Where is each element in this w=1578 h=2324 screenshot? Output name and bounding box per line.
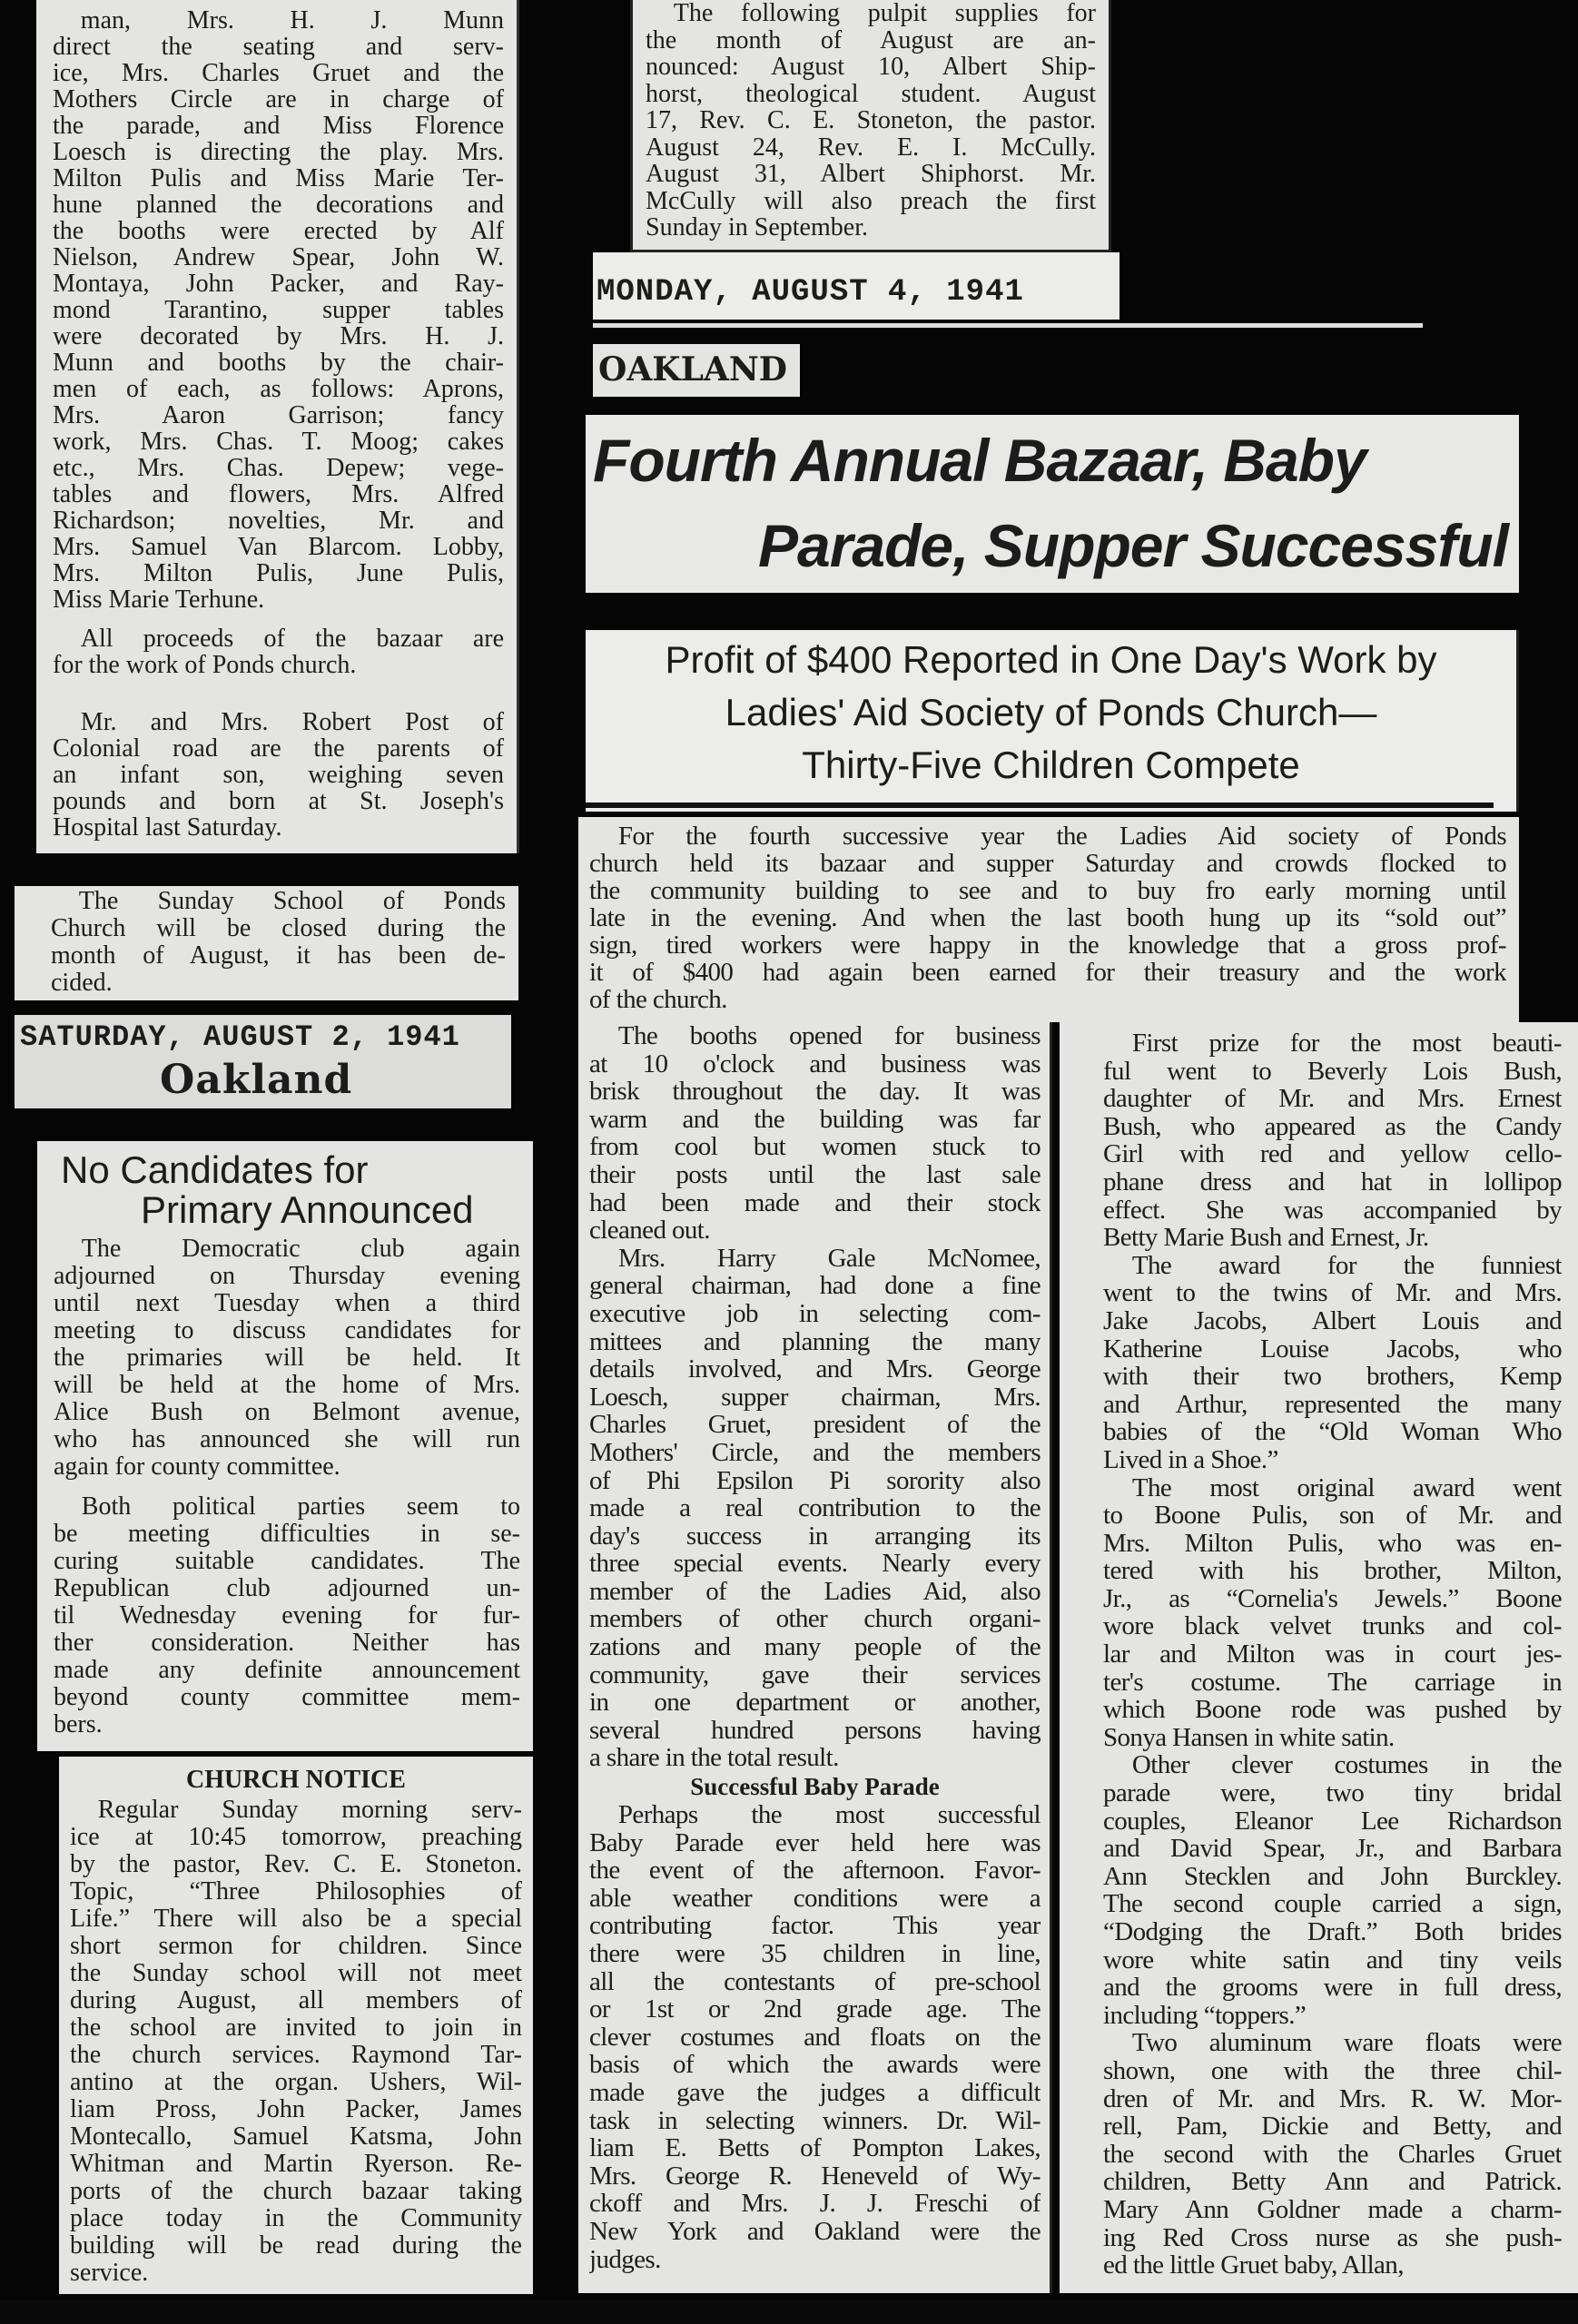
text-line: work, Mrs. Chas. T. Moog; cakes (53, 428, 504, 455)
text-line: to Boone Pulis, son of Mr. and (1103, 1502, 1562, 1530)
text-line: Nielson, Andrew Spear, John W. (53, 244, 504, 271)
text-line: warm and the building was far (589, 1105, 1040, 1134)
text-line: Loesch is directing the play. Mrs. (53, 139, 504, 165)
text-line: Mary Ann Goldner made a charm- (1103, 2195, 1562, 2224)
text-line: several hundred persons having (589, 1716, 1040, 1745)
text-line: from cool but women stuck to (589, 1133, 1040, 1161)
text-line: Munn and booths by the chair- (53, 350, 504, 376)
paragraph (53, 709, 504, 841)
text-line: an infant son, weighing seven (53, 762, 504, 788)
text-line: bers. (54, 1711, 103, 1738)
dateline-date: SATURDAY, AUGUST 2, 1941 (20, 1020, 460, 1054)
text-line: Whitman and Martin Ryerson. Re- (70, 2151, 522, 2178)
text-line: and the grooms were in full dress, (1103, 1974, 1562, 2002)
text-line: mittees and planning the many (589, 1327, 1040, 1356)
headline (54, 1150, 520, 1230)
text-line: judges. (589, 2245, 661, 2274)
bottom-edge (0, 2300, 1578, 2324)
text-line: man, Mrs. H. J. Munn (80, 7, 504, 34)
intro-text (589, 822, 1506, 1013)
text-line: including “toppers.” (1103, 2001, 1307, 2030)
text-line: Jake Jacobs, Albert Louis and (1103, 1306, 1562, 1335)
text-line: Mothers' Circle, and the members (589, 1438, 1040, 1467)
text-line: the school are invited to join in (70, 2014, 522, 2042)
text-line: liam E. Betts of Pompton Lakes, (589, 2134, 1040, 2162)
text-line: Two aluminum ware floats were (1131, 2029, 1562, 2057)
text-line: babies of the “Old Woman Who (1103, 1418, 1562, 1446)
headline-line: Fourth Annual Bazaar, Baby (593, 427, 1366, 494)
text-line: Hospital last Saturday. (53, 814, 282, 841)
text-line: shown, one with the three chil- (1103, 2056, 1562, 2085)
text-line: hune planned the decorations and (53, 192, 504, 218)
bazaar-column-2 (1060, 1022, 1578, 2293)
text-line: the second with the Charles Gruet (1103, 2140, 1562, 2169)
oakland-section (593, 344, 800, 397)
text-line: church held its bazaar and supper Saturday and crowds flocked to (589, 850, 1506, 877)
text-line: all the contestants of pre-school (589, 1967, 1040, 1996)
text-line: Lived in a Shoe.” (1103, 1445, 1278, 1474)
text-line: the church services. Raymond Tar- (70, 2042, 522, 2069)
text-line: had been made and their stock (589, 1188, 1040, 1217)
text-line: Mrs. George R. Heneveld of Wy- (589, 2162, 1040, 2191)
text-line: effect. She was accompanied by (1103, 1196, 1562, 1225)
text-line: All proceeds of the bazaar are (80, 625, 504, 652)
text-line: the primaries will be held. It (54, 1344, 520, 1372)
text-line: made a real contribution to the (589, 1494, 1040, 1522)
text-line: in one department or another, (589, 1689, 1040, 1717)
text-line: Sunday in September. (646, 214, 868, 241)
bazaar-headline (586, 415, 1519, 593)
text-line: Baby Parade ever held here was (589, 1828, 1040, 1857)
text-line: ed the little Gruet baby, Allan, (1103, 2251, 1404, 2280)
text-line: horst, theological student. August (646, 80, 1096, 107)
text-line: it of $400 had again been earned for their treasury and the work (589, 959, 1506, 986)
text-line: Colonial road are the parents of (53, 735, 504, 762)
text-line: Mothers Circle are in charge of (53, 86, 504, 113)
text-line: basis of which the awards were (589, 2051, 1040, 2079)
section-name: OAKLAND (598, 350, 787, 389)
text-line: made gave the judges a difficult (589, 2078, 1040, 2107)
text-line: Charles Gruet, president of the (589, 1411, 1040, 1439)
text-line: sign, tired workers were happy in the knowledge that a gross prof- (589, 931, 1506, 959)
text-line: during August, all members of (70, 1987, 522, 2014)
text-line: etc., Mrs. Chas. Depew; vege- (53, 455, 504, 481)
headline-line: Parade, Supper Successful (757, 512, 1508, 579)
text-line: ice at 10:45 tomorrow, preaching (70, 1824, 522, 1851)
text-line: The second couple carried a sign, (1103, 1890, 1562, 1918)
text-line: which Boone rode was pushed by (1103, 1696, 1562, 1724)
paragraph (1103, 1252, 1562, 1474)
text-line: Topic, “Three Philosophies of (70, 1878, 522, 1905)
paragraph-gap (53, 613, 504, 625)
text-line: dren of Mr. and Mrs. R. W. Mor- (1103, 2084, 1562, 2113)
paragraph (646, 0, 1096, 241)
text-line: the parade, and Miss Florence (53, 113, 504, 139)
text-line: clever costumes and floats on the (589, 2023, 1040, 2052)
text-line: til Wednesday evening for fur- (54, 1602, 520, 1630)
dateline-date: MONDAY, AUGUST 4, 1941 (597, 275, 1024, 310)
text-line: mond Tarantino, supper tables (53, 297, 504, 323)
text-line: McCully will also preach the first (646, 187, 1096, 214)
text-line: with their two brothers, Kemp (1103, 1363, 1562, 1391)
divider (586, 803, 1494, 808)
text-line: day's success in arranging its (589, 1521, 1040, 1551)
text-line: beyond county committee mem- (54, 1684, 520, 1711)
article-text (646, 0, 1096, 241)
text-line: by the pastor, Rev. C. E. Stoneton. (70, 1851, 522, 1878)
text-line: members of other church organi- (589, 1605, 1040, 1634)
subhead-line: Ladies' Aid Society of Ponds Church— (725, 691, 1377, 734)
text-line: Perhaps the most successful (617, 1801, 1040, 1829)
text-line: ther consideration. Neither has (54, 1630, 520, 1657)
text-line: First prize for the most beauti- (1131, 1029, 1562, 1058)
text-line: will be held at the home of Mrs. (54, 1372, 520, 1399)
bazaar-subhead (586, 630, 1519, 812)
text-line: made any definite announcement (54, 1657, 520, 1684)
text-line: late in the evening. And when the last booth hung up its “sold out” (589, 904, 1506, 931)
text-line: ter's costume. The carriage in (1103, 1668, 1562, 1697)
text-line: Alice Bush on Belmont avenue, (54, 1399, 520, 1426)
text-line: of the church. (589, 986, 727, 1013)
text-line: Church will be closed during the (51, 915, 506, 942)
text-line: Montaya, John Packer, and Ray- (53, 271, 504, 297)
text-line: phane dress and hat in lollipop (1103, 1167, 1562, 1196)
text-line: New York and Oakland were the (589, 2217, 1040, 2246)
text-line: The most original award went (1131, 1473, 1562, 1502)
text-line: direct the seating and serv- (53, 34, 504, 60)
article-text (589, 1801, 1040, 2273)
paragraph (589, 822, 1506, 1013)
text-line: until next Tuesday when a third (54, 1290, 520, 1317)
text-line: Katherine Louise Jacobs, who (1103, 1334, 1562, 1364)
text-line: curing suitable candidates. The (54, 1548, 520, 1575)
paragraph (53, 7, 504, 613)
paragraph (53, 625, 504, 678)
text-line: Miss Marie Terhune. (53, 586, 265, 613)
paragraph (70, 1797, 522, 2287)
text-line: Mrs. Aaron Garrison; fancy (53, 402, 504, 428)
text-line: rell, Pam, Dickie and Betty, and (1103, 2112, 1562, 2141)
text-line: August 31, Albert Shiphorst. Mr. (646, 161, 1096, 188)
text-line: again for county committee. (54, 1453, 340, 1481)
text-line: Republican club adjourned un- (54, 1575, 520, 1602)
text-line: Mrs. Samuel Van Blarcom. Lobby, (53, 534, 504, 560)
text-line: Montecallo, Samuel Katsma, John (70, 2123, 522, 2151)
paragraph (1103, 1474, 1562, 1752)
candidates-article (37, 1141, 533, 1751)
section-subhead: Successful Baby Parade (690, 1773, 940, 1801)
text-line: ckoff and Mrs. J. J. Freschi of (589, 2190, 1040, 2218)
text-line: zations and many people of the (589, 1633, 1040, 1661)
text-line: contributing factor. This year (589, 1912, 1040, 1940)
article-text (589, 1022, 1040, 1772)
text-line: the Sunday school will not meet (70, 1960, 522, 1987)
text-line: and Arthur, represented the many (1103, 1390, 1562, 1419)
text-line: who has announced she will run (54, 1426, 520, 1453)
text-line: cided. (51, 970, 113, 997)
text-line: The Sunday School of Ponds (78, 888, 506, 915)
section-name: Oakland (160, 1057, 353, 1103)
sunday-school-notice (15, 886, 518, 1000)
text-line: the event of the afternoon. Favor- (589, 1856, 1040, 1885)
text-line: For the fourth successive year the Ladies Aid society of Ponds (617, 822, 1506, 850)
monday-dateline (593, 252, 1119, 320)
text-line: Girl with red and yellow cello- (1103, 1140, 1562, 1168)
article-text (54, 1236, 520, 1738)
text-line: tered with his brother, Milton, (1103, 1557, 1562, 1585)
text-line: the community building to see and to buy fro early morning until (589, 877, 1506, 904)
church-notice (59, 1757, 533, 2294)
birth-notice-text (53, 709, 504, 841)
text-line: ing Red Cross nurse as she push- (1103, 2223, 1562, 2252)
article-text (70, 1797, 522, 2287)
text-line: The following pulpit supplies for (673, 0, 1096, 27)
text-line: Jr., as “Cornelia's Jewels.” Boone (1103, 1584, 1562, 1613)
text-line: wore white satin and tiny veils (1103, 1945, 1562, 1974)
text-line: Bush, who appeared as the Candy (1103, 1112, 1562, 1141)
text-line: Mrs. Milton Pulis, who was en- (1103, 1529, 1562, 1558)
text-line: three special events. Nearly every (589, 1550, 1040, 1578)
church-notice-heading: CHURCH NOTICE (186, 1766, 406, 1794)
text-line: parade were, two tiny bridal (1103, 1779, 1562, 1807)
text-line: meeting to discuss candidates for (54, 1317, 520, 1344)
text-line: The award for the funniest (1131, 1251, 1562, 1280)
text-line: men of each, as follows: Aprons, (53, 376, 504, 402)
text-line: pounds and born at St. Joseph's (53, 788, 504, 814)
text-line: ice, Mrs. Charles Gruet and the (53, 60, 504, 86)
text-line: children, Betty Ann and Patrick. (1103, 2168, 1562, 2196)
paragraph (54, 1493, 520, 1738)
text-line: Mrs. Milton Pulis, June Pulis, (53, 560, 504, 586)
text-line: Both political parties seem to (81, 1493, 520, 1521)
text-line: adjourned on Thursday evening (54, 1263, 520, 1290)
text-line: Other clever costumes in the (1131, 1751, 1562, 1780)
paragraph (1103, 1029, 1562, 1252)
text-line: community, gave their services (589, 1660, 1040, 1689)
paragraph (589, 1801, 1040, 2273)
text-line: their posts until the last sale (589, 1160, 1040, 1189)
text-line: Mrs. Harry Gale McNomee, (617, 1244, 1040, 1273)
text-line: The Democratic club again (81, 1236, 520, 1263)
paragraph (51, 888, 506, 997)
subhead-line: Profit of $400 Reported in One Day's Work by (665, 638, 1437, 681)
bazaar-intro (578, 817, 1519, 1022)
text-line: August 24, Rev. E. I. McCully. (646, 133, 1096, 161)
text-line: general chairman, had done a fine (589, 1272, 1040, 1300)
text-line: of Phi Epsilon Pi sorority also (589, 1466, 1040, 1495)
text-line: place today in the Community (70, 2205, 522, 2232)
text-line: Ann Stecklen and John Burckley. (1103, 1862, 1562, 1891)
text-line: Sonya Hansen in white satin. (1103, 1723, 1395, 1752)
text-line: ports of the church bazaar taking (70, 2178, 522, 2205)
text-line: Regular Sunday morning serv- (97, 1797, 522, 1824)
text-line: “Dodging the Draft.” Both brides (1103, 1918, 1562, 1946)
paragraph (54, 1236, 520, 1481)
bazaar-committees-clipping (36, 0, 519, 853)
text-line: Mr. and Mrs. Robert Post of (80, 709, 504, 735)
bazaar-column-1 (578, 1022, 1052, 2293)
paragraph (589, 1245, 1040, 1772)
text-line: able weather conditions were a (589, 1884, 1040, 1913)
text-line: there were 35 children in line, (589, 1940, 1040, 1968)
text-line: couples, Eleanor Lee Richardson (1103, 1807, 1562, 1836)
text-line: lar and Milton was in court jes- (1103, 1640, 1562, 1669)
pulpit-supplies-notice (630, 0, 1111, 252)
paragraph (589, 1022, 1040, 1245)
text-line: were decorated by Mrs. H. J. (53, 323, 504, 350)
text-line: went to the twins of Mr. and Mrs. (1103, 1279, 1562, 1307)
text-line: the booths were erected by Alf (53, 218, 504, 244)
text-line: service. (70, 2260, 149, 2287)
text-line: Life.” There will also be a special (70, 1905, 522, 1933)
text-line: tables and flowers, Mrs. Alfred (53, 481, 504, 507)
text-line: 17, Rev. C. E. Stoneton, the pastor. (646, 107, 1096, 134)
headline-line: Primary Announced (141, 1188, 474, 1231)
text-line: wore black velvet trunks and col- (1103, 1612, 1562, 1641)
text-line: details involved, and Mrs. George (589, 1355, 1040, 1384)
text-line: executive job in selecting com- (589, 1299, 1040, 1328)
text-line: antino at the organ. Ushers, Wil- (70, 2069, 522, 2096)
text-line: be meeting difficulties in se- (54, 1521, 520, 1548)
text-line: liam Pross, John Packer, James (70, 2096, 522, 2123)
text-line: member of the Ladies Aid, also (589, 1577, 1040, 1606)
text-line: building will be read during the (70, 2232, 522, 2260)
text-line: or 1st or 2nd grade age. The (589, 1995, 1040, 2024)
sunday-school-text (51, 888, 506, 997)
text-line: for the work of Ponds church. (53, 652, 357, 678)
text-line: brisk throughout the day. It was (589, 1078, 1040, 1106)
text-line: nounced: August 10, Albert Ship- (646, 54, 1096, 81)
paragraph (1103, 1751, 1562, 2029)
divider (593, 323, 1423, 328)
text-line: Betty Marie Bush and Ernest, Jr. (1103, 1224, 1429, 1252)
text-line: Richardson; novelties, Mr. and (53, 507, 504, 534)
text-line: daughter of Mr. and Mrs. Ernest (1103, 1085, 1562, 1113)
saturday-dateline (15, 1015, 511, 1108)
text-line: Loesch, supper chairman, Mrs. (589, 1383, 1040, 1412)
article-text (1103, 1029, 1562, 2280)
text-line: ful went to Beverly Lois Bush, (1103, 1057, 1562, 1086)
article-text (53, 7, 504, 678)
text-line: cleaned out. (589, 1216, 710, 1245)
paragraph (1103, 2029, 1562, 2279)
text-line: at 10 o'clock and business was (589, 1049, 1040, 1078)
text-line: Milton Pulis and Miss Marie Ter- (53, 165, 504, 192)
paragraph-gap (54, 1481, 520, 1493)
headline-line: No Candidates for (61, 1148, 369, 1191)
text-line: a share in the total result. (589, 1744, 839, 1773)
text-line: The booths opened for business (617, 1022, 1040, 1050)
subhead-line: Thirty-Five Children Compete (802, 743, 1300, 786)
text-line: and David Spear, Jr., and Barbara (1103, 1835, 1562, 1863)
text-line: the month of August are an- (646, 26, 1096, 54)
text-line: month of August, it has been de- (51, 942, 506, 970)
text-line: task in selecting winners. Dr. Wil- (589, 2106, 1040, 2135)
text-line: short sermon for children. Since (70, 1933, 522, 1960)
